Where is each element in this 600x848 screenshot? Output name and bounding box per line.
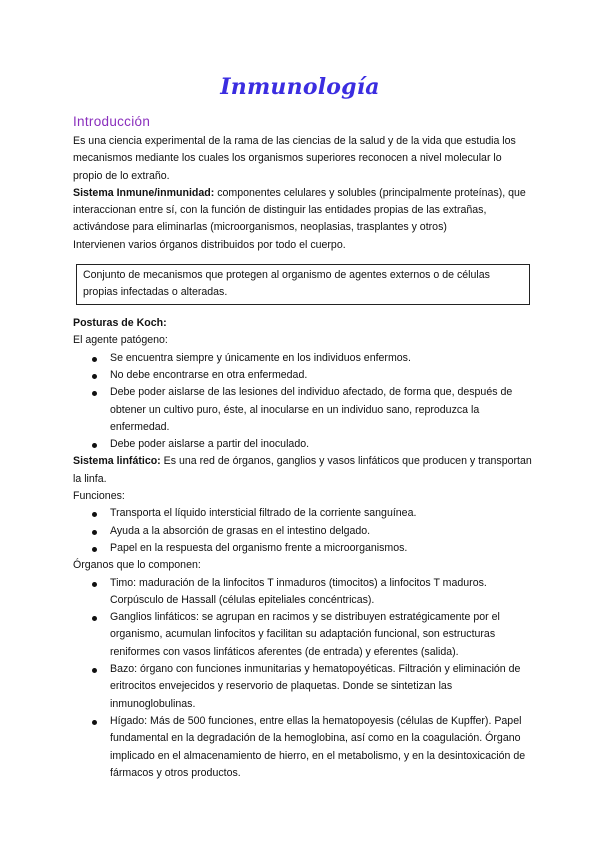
functions-label: Funciones: bbox=[73, 490, 125, 503]
list-item-text: Debe poder aislarse a partir del inoculado. bbox=[110, 438, 310, 451]
bullet-icon bbox=[92, 357, 97, 362]
koch-label-text: Posturas de Koch: bbox=[73, 317, 167, 330]
list-item-text: Bazo: órgano con funciones inmunitarias y hematopoyéticas. Filtración y eliminación de eritrocitos envejecidos y reservorio de plaquetas. Donde se sintetizan las inmunoglobulinas. bbox=[110, 663, 521, 710]
list-item bbox=[73, 384, 533, 436]
koch-subtitle: El agente patógeno: bbox=[73, 334, 168, 347]
list-item bbox=[73, 661, 533, 713]
list-item bbox=[73, 505, 533, 522]
bullet-icon bbox=[92, 374, 97, 379]
intro-heading: Introducción bbox=[73, 114, 151, 129]
bullet-icon bbox=[92, 530, 97, 535]
list-item-text: Papel en la respuesta del organismo frente a microorganismos. bbox=[110, 541, 408, 554]
functions-list bbox=[73, 505, 533, 557]
list-item bbox=[73, 540, 533, 557]
list-item-text: Se encuentra siempre y únicamente en los individuos enfermos. bbox=[110, 351, 411, 364]
intro-paragraph: Es una ciencia experimental de la rama de las ciencias de la salud y de la vida que estudia los mecanismos mediante los cuales los organismos superiores reconocen a nivel molecular lo propio de lo extraño. bbox=[73, 135, 516, 182]
organs-label: Órganos que lo componen: bbox=[73, 559, 201, 572]
organs-paragraph: Intervienen varios órganos distribuidos por todo el cuerpo. bbox=[73, 238, 346, 251]
list-item-text: Timo: maduración de la linfocitos T inmaduros (timocitos) a linfocitos T maduros. Corpúsculo de Hassall (células epiteliales concéntricas). bbox=[110, 576, 487, 606]
list-item-text: Transporta el líquido intersticial filtrado de la corriente sanguínea. bbox=[110, 507, 417, 520]
page-title: Inmunología bbox=[220, 74, 380, 100]
list-item-text: Ganglios linfáticos: se agrupan en racimos y se distribuyen estratégicamente por el organismo, acumulan linfocitos y facilitan su adaptación funcional, son estructuras reniformes con vasos linfáticos aferentes (de entrada) y eferentes (salida). bbox=[110, 611, 500, 658]
list-item bbox=[73, 367, 533, 384]
bullet-icon bbox=[92, 582, 97, 587]
list-item bbox=[73, 575, 533, 610]
organs-list bbox=[73, 575, 533, 783]
list-item-text: Ayuda a la absorción de grasas en el intestino delgado. bbox=[110, 524, 371, 537]
immune-system-label: Sistema Inmune/inmunidad: bbox=[73, 186, 215, 199]
list-item bbox=[73, 350, 533, 367]
koch-list bbox=[73, 350, 533, 454]
list-item bbox=[73, 713, 533, 782]
koch-label bbox=[73, 315, 533, 332]
lymph-label: Sistema linfático: bbox=[73, 455, 161, 468]
lymph-text: Es una red de órganos, ganglios y vasos linfáticos que producen y transportan la linfa. bbox=[73, 455, 532, 485]
document-body bbox=[73, 112, 533, 782]
list-item bbox=[73, 436, 533, 453]
list-item bbox=[73, 523, 533, 540]
bullet-icon bbox=[92, 616, 97, 621]
immune-system-text: componentes celulares y solubles (principalmente proteínas), que interaccionan entre sí, con la función de distinguir las entidades propias de las extrañas, activándose para eliminarlas (microorganismos, neoplasias, trasplantes y otros) bbox=[73, 186, 526, 234]
bullet-icon bbox=[92, 547, 97, 552]
bullet-icon bbox=[92, 443, 97, 448]
bullet-icon bbox=[92, 668, 97, 673]
list-item-text: No debe encontrarse en otra enfermedad. bbox=[110, 368, 308, 381]
bullet-icon bbox=[92, 391, 97, 396]
bullet-icon bbox=[92, 720, 97, 725]
list-item-text: Hígado: Más de 500 funciones, entre ellas la hematopoyesis (células de Kupffer). Papel fundamental en la degradación de la hemoglobina, así como en la coagulación. Órgano implicado en el almacenamiento de hierro, en el metabolismo, y en la desintoxicación de fármacos y otros productos. bbox=[110, 714, 526, 779]
lymph-paragraph bbox=[73, 453, 533, 488]
immune-system-paragraph bbox=[73, 185, 533, 237]
definition-box: Conjunto de mecanismos que protegen al organismo de agentes externos o de células propias infectadas o alteradas. bbox=[76, 264, 530, 305]
bullet-icon bbox=[92, 512, 97, 517]
list-item bbox=[73, 609, 533, 661]
list-item-text: Debe poder aislarse de las lesiones del individuo afectado, de forma que, después de obtener un cultivo puro, éste, al inocularse en un individuo sano, reproduzca la enfermedad. bbox=[110, 386, 513, 433]
